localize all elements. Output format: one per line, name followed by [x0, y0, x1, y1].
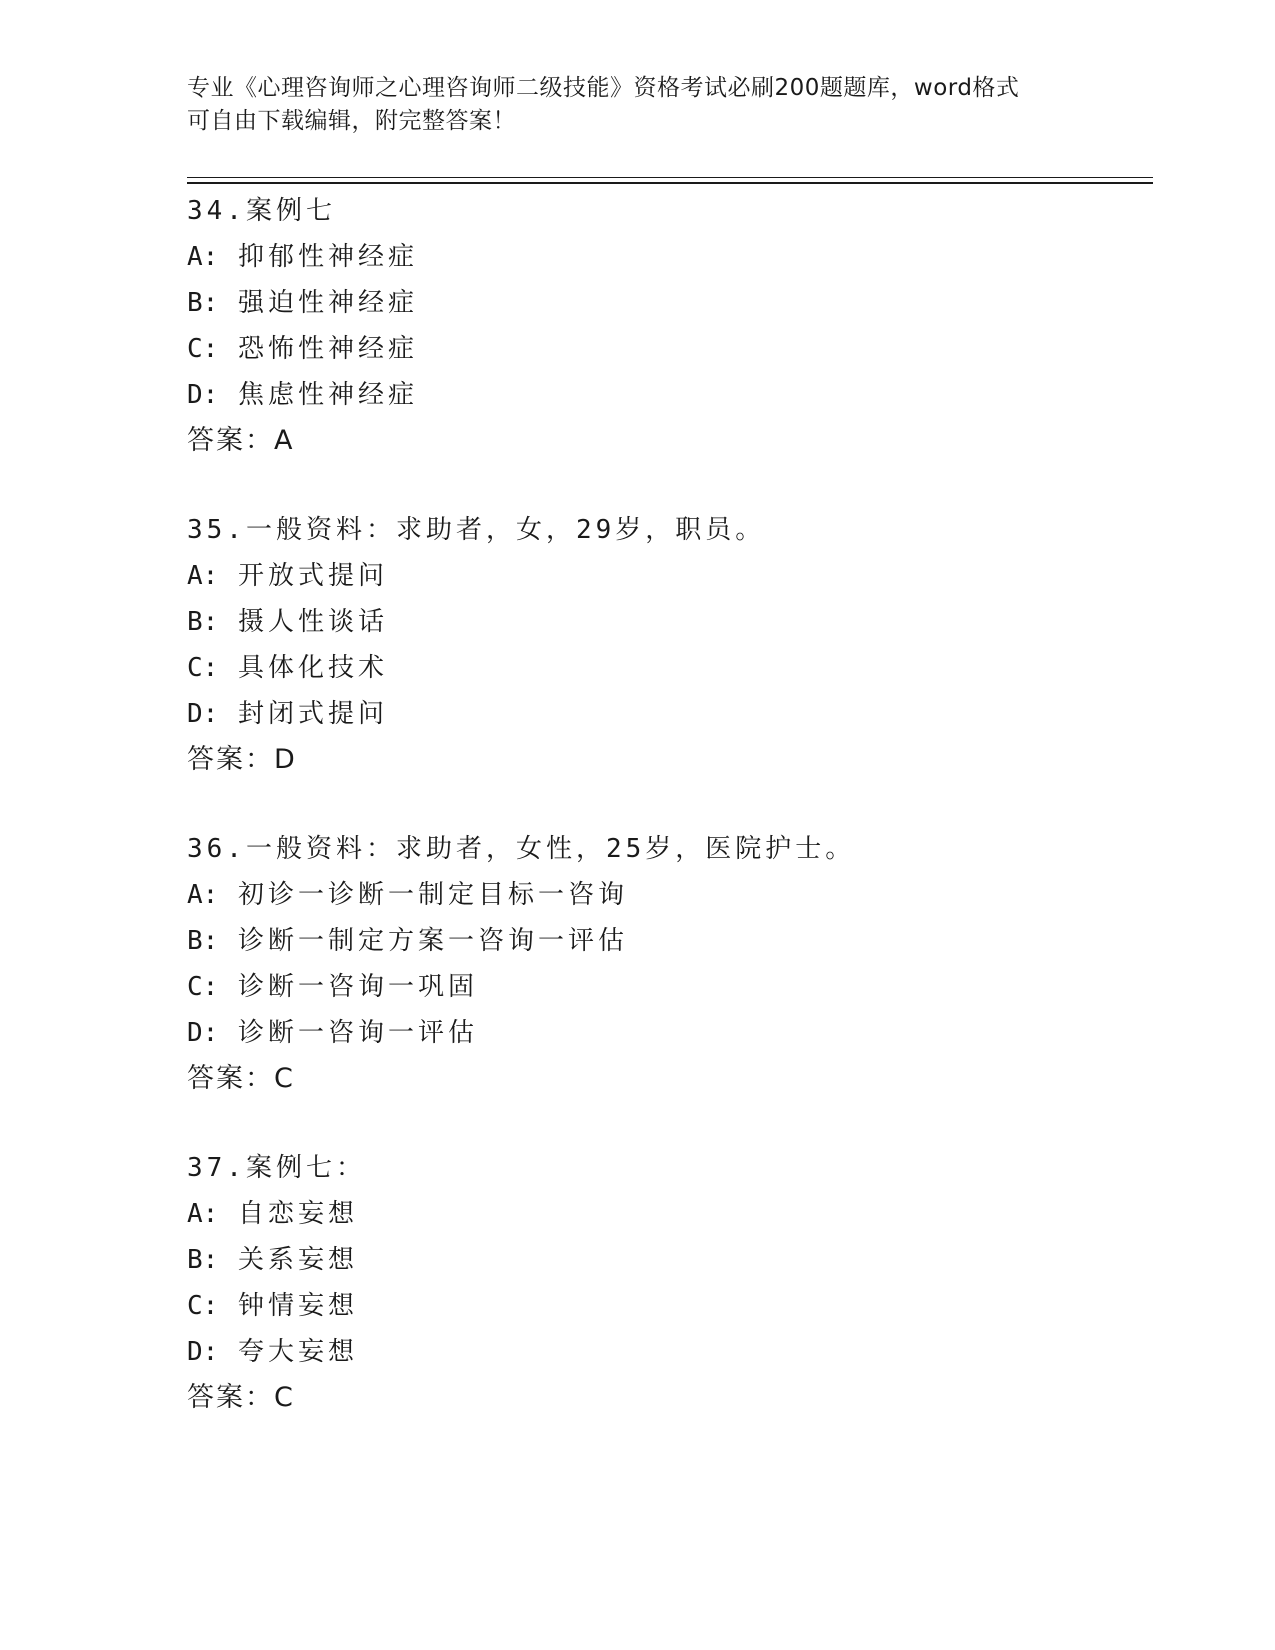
option-label: B:	[187, 607, 219, 637]
option-b	[187, 280, 1147, 326]
question-37	[187, 1145, 1147, 1421]
option-a	[187, 234, 1147, 280]
option-text: 自恋妄想	[237, 1199, 358, 1229]
option-c	[187, 1283, 1147, 1329]
option-text: 关系妄想	[237, 1245, 358, 1275]
option-text: 钟情妄想	[237, 1291, 358, 1321]
option-text: 强迫性神经症	[237, 288, 418, 318]
option-text: 诊断一制定方案一咨询一评估	[237, 926, 628, 956]
option-label: C:	[187, 653, 219, 683]
header-divider-thick	[187, 182, 1153, 184]
option-text: 诊断一咨询一巩固	[237, 972, 478, 1002]
question-stem: 37.案例七：	[187, 1153, 366, 1183]
question-stem: 35.一般资料：求助者，女，29岁，职员。	[187, 515, 766, 545]
option-d	[187, 1010, 1147, 1056]
option-label: A:	[187, 561, 219, 591]
option-label: A:	[187, 1199, 219, 1229]
option-label: B:	[187, 926, 219, 956]
option-d	[187, 691, 1147, 737]
option-text: 恐怖性神经症	[237, 334, 418, 364]
option-text: 封闭式提问	[237, 699, 388, 729]
option-text: 具体化技术	[237, 653, 388, 683]
option-label: D:	[187, 1337, 219, 1367]
option-label: A:	[187, 242, 219, 272]
option-text: 诊断一咨询一评估	[237, 1018, 478, 1048]
header-divider-thin	[187, 177, 1153, 178]
question-35	[187, 507, 1147, 783]
answer: 答案：C	[187, 1382, 295, 1413]
option-text: 焦虑性神经症	[237, 380, 418, 410]
question-36	[187, 826, 1147, 1102]
option-label: C:	[187, 972, 219, 1002]
question-list	[187, 188, 1147, 1464]
document-header	[187, 72, 1087, 138]
question-stem: 34.案例七	[187, 196, 336, 226]
option-label: D:	[187, 699, 219, 729]
option-b	[187, 599, 1147, 645]
header-line-1: 专业《心理咨询师之心理咨询师二级技能》资格考试必刷200题题库，word格式	[187, 75, 1020, 101]
header-line-2: 可自由下载编辑，附完整答案！	[187, 108, 516, 134]
option-text: 抑郁性神经症	[237, 242, 418, 272]
option-c	[187, 645, 1147, 691]
option-d	[187, 1329, 1147, 1375]
option-a	[187, 553, 1147, 599]
answer: 答案：D	[187, 744, 297, 775]
option-label: B:	[187, 1245, 219, 1275]
option-text: 初诊一诊断一制定目标一咨询	[237, 880, 628, 910]
option-label: D:	[187, 380, 219, 410]
option-a	[187, 1191, 1147, 1237]
option-label: B:	[187, 288, 219, 318]
question-34	[187, 188, 1147, 464]
question-stem: 36.一般资料：求助者，女性，25岁，医院护士。	[187, 834, 856, 864]
option-label: D:	[187, 1018, 219, 1048]
option-a	[187, 872, 1147, 918]
option-label: A:	[187, 880, 219, 910]
option-c	[187, 326, 1147, 372]
option-text: 夸大妄想	[237, 1337, 358, 1367]
answer: 答案：A	[187, 425, 295, 456]
option-text: 开放式提问	[237, 561, 388, 591]
option-text: 摄人性谈话	[237, 607, 388, 637]
answer: 答案：C	[187, 1063, 295, 1094]
option-label: C:	[187, 334, 219, 364]
option-c	[187, 964, 1147, 1010]
option-label: C:	[187, 1291, 219, 1321]
option-b	[187, 918, 1147, 964]
option-b	[187, 1237, 1147, 1283]
option-d	[187, 372, 1147, 418]
